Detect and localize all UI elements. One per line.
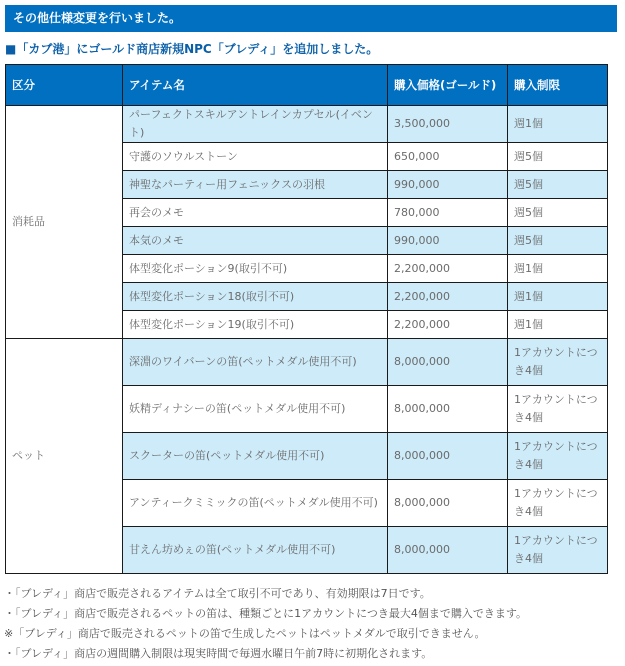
note-item: ・「ブレディ」商店で販売されるアイテムは全て取引不可であり、有効期限は7日です。	[4, 587, 431, 600]
table-header-row	[6, 65, 608, 106]
item-name: スクーターの笛(ペットメダル使用不可)	[123, 433, 388, 480]
item-price: 8,000,000	[388, 433, 508, 480]
item-price: 2,200,000	[388, 283, 508, 311]
item-price: 780,000	[388, 199, 508, 227]
note-item: ※「ブレディ」商店で販売されるペットの笛で生成したペットはペットメダルで取引できません。	[4, 627, 486, 640]
header-item-name: アイテム名	[123, 65, 388, 106]
npc-added-heading: ■「カブ港」にゴールド商店新規NPC「ブレディ」を追加しました。	[5, 42, 379, 56]
item-price: 8,000,000	[388, 386, 508, 433]
header-category: 区分	[6, 65, 123, 106]
item-limit: 1アカウントにつき4個	[508, 339, 608, 386]
item-limit: 週5個	[508, 143, 608, 171]
item-name: 守護のソウルストーン	[123, 143, 388, 171]
item-price: 8,000,000	[388, 480, 508, 527]
header-limit: 購入制限	[508, 65, 608, 106]
item-name: 妖精ディナシーの笛(ペットメダル使用不可)	[123, 386, 388, 433]
item-limit: 1アカウントにつき4個	[508, 386, 608, 433]
category-pets: ペット	[6, 339, 123, 574]
item-price: 2,200,000	[388, 311, 508, 339]
item-price: 3,500,000	[388, 106, 508, 143]
note-item: ・「ブレディ」商店の週間購入制限は現実時間で毎週水曜日午前7時に初期化されます。	[4, 647, 433, 660]
item-limit: 1アカウントにつき4個	[508, 527, 608, 574]
item-name: 体型変化ポーション9(取引不可)	[123, 255, 388, 283]
item-name: 体型変化ポーション19(取引不可)	[123, 311, 388, 339]
item-name: 本気のメモ	[123, 227, 388, 255]
note-item: ・「ブレディ」商店で販売されるペットの笛は、種類ごとに1アカウントにつき最大4個まで購入できます。	[4, 607, 527, 620]
item-price: 2,200,000	[388, 255, 508, 283]
header-price: 購入価格(ゴールド)	[388, 65, 508, 106]
item-price: 650,000	[388, 143, 508, 171]
item-limit: 週5個	[508, 227, 608, 255]
item-limit: 週5個	[508, 199, 608, 227]
item-name: 深淵のワイバーンの笛(ペットメダル使用不可)	[123, 339, 388, 386]
item-limit: 週1個	[508, 311, 608, 339]
item-limit: 週1個	[508, 106, 608, 143]
notes-list	[4, 584, 619, 664]
table-row	[6, 339, 608, 386]
item-limit: 週1個	[508, 283, 608, 311]
item-price: 990,000	[388, 227, 508, 255]
item-price: 8,000,000	[388, 339, 508, 386]
item-limit: 1アカウントにつき4個	[508, 480, 608, 527]
item-name: 体型変化ポーション18(取引不可)	[123, 283, 388, 311]
shop-items-table	[5, 64, 608, 574]
item-limit: 週1個	[508, 255, 608, 283]
item-name: アンティークミミックの笛(ペットメダル使用不可)	[123, 480, 388, 527]
item-name: 再会のメモ	[123, 199, 388, 227]
table-row	[6, 106, 608, 143]
item-price: 990,000	[388, 171, 508, 199]
item-price: 8,000,000	[388, 527, 508, 574]
item-name: 甘えん坊めぇの笛(ペットメダル使用不可)	[123, 527, 388, 574]
item-name: パーフェクトスキルアントレインカプセル(イベント)	[123, 106, 388, 143]
item-name: 神聖なパーティー用フェニックスの羽根	[123, 171, 388, 199]
item-limit: 1アカウントにつき4個	[508, 433, 608, 480]
category-consumables: 消耗品	[6, 106, 123, 339]
section-banner: その他仕様変更を行いました。	[5, 5, 617, 32]
item-limit: 週5個	[508, 171, 608, 199]
